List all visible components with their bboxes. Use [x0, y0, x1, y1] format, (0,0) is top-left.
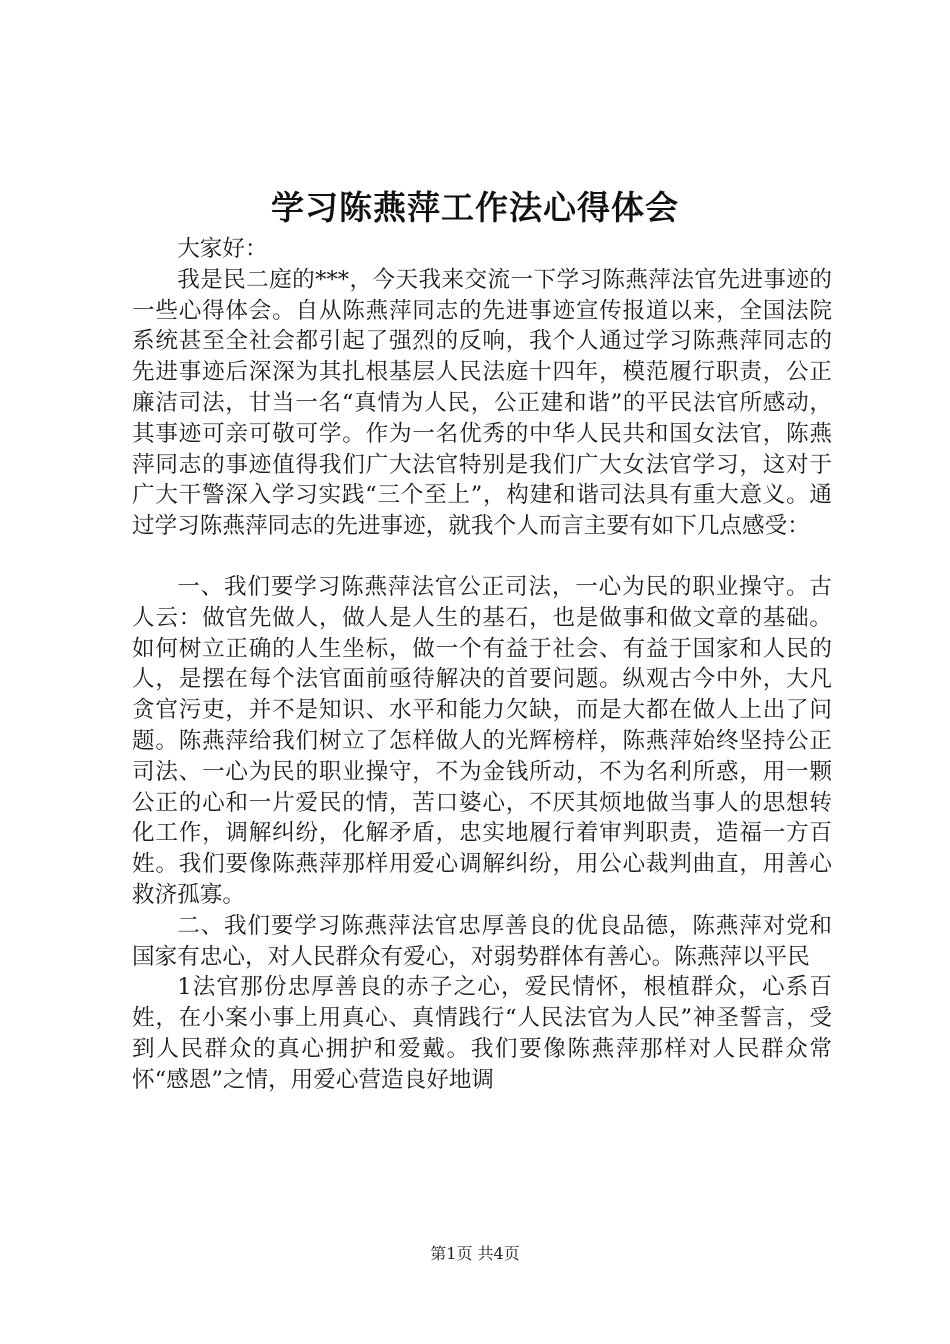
page-number-footer: 第1页 共4页: [430, 1244, 520, 1263]
document-title: 学习陈燕萍工作法心得体会: [271, 188, 679, 227]
intro-paragraph: 我是民二庭的***，今天我来交流一下学习陈燕萍法官先进事迹的一些心得体会。自从陈燕萍同志的先进事迹宣传报道以来，全国法院系统甚至全社会都引起了强烈的反响，我个人通过学习陈燕萍同志的先进事迹后深深为其扎根基层人民法庭十四年，模范履行职责，公正廉洁司法，甘当一名“真情为人民，公正建和谐”的平民法官所感动，其事迹可亲可敬可学。作为一名优秀的中华人民共和国女法官，陈燕萍同志的事迹值得我们广大法官特别是我们广大女法官学习，这对于广大干警深入学习实践“三个至上”，构建和谐司法具有重大意义。通过学习陈燕萍同志的先进事迹，就我个人而言主要有如下几点感受：: [132, 266, 832, 540]
document-body: [132, 234, 832, 1096]
continuation-paragraph: 1法官那份忠厚善良的赤子之心，爱民情怀，根植群众，心系百姓，在小案小事上用真心、真情践行“人民法官为人民”神圣誓言，受到人民群众的真心拥护和爱戴。我们要像陈燕萍那样对人民群众常怀“感恩”之情，用爱心营造良好地调: [132, 974, 832, 1093]
greeting-paragraph: 大家好：: [177, 236, 268, 262]
point-two-paragraph: 二、我们要学习陈燕萍法官忠厚善良的优良品德，陈燕萍对党和国家有忠心，对人民群众有爱心，对弱势群体有善心。陈燕萍以平民: [132, 912, 832, 970]
point-one-paragraph: 一、我们要学习陈燕萍法官公正司法，一心为民的职业操守。古人云：做官先做人，做人是人生的基石，也是做事和做文章的基础。如何树立正确的人生坐标，做一个有益于社会、有益于国家和人民的人，是摆在每个法官面前亟待解决的首要问题。纵观古今中外，大凡贪官污吏，并不是知识、水平和能力欠缺，而是大都在做人上出了问题。陈燕萍给我们树立了怎样做人的光辉榜样，陈燕萍始终坚持公正司法、一心为民的职业操守，不为金钱所动，不为名利所惑，用一颗公正的心和一片爱民的情，苦口婆心，不厌其烦地做当事人的思想转化工作，调解纠纷，化解矛盾，忠实地履行着审判职责，造福一方百姓。我们要像陈燕萍那样用爱心调解纠纷，用公心裁判曲直，用善心救济孤寡。: [132, 573, 832, 908]
